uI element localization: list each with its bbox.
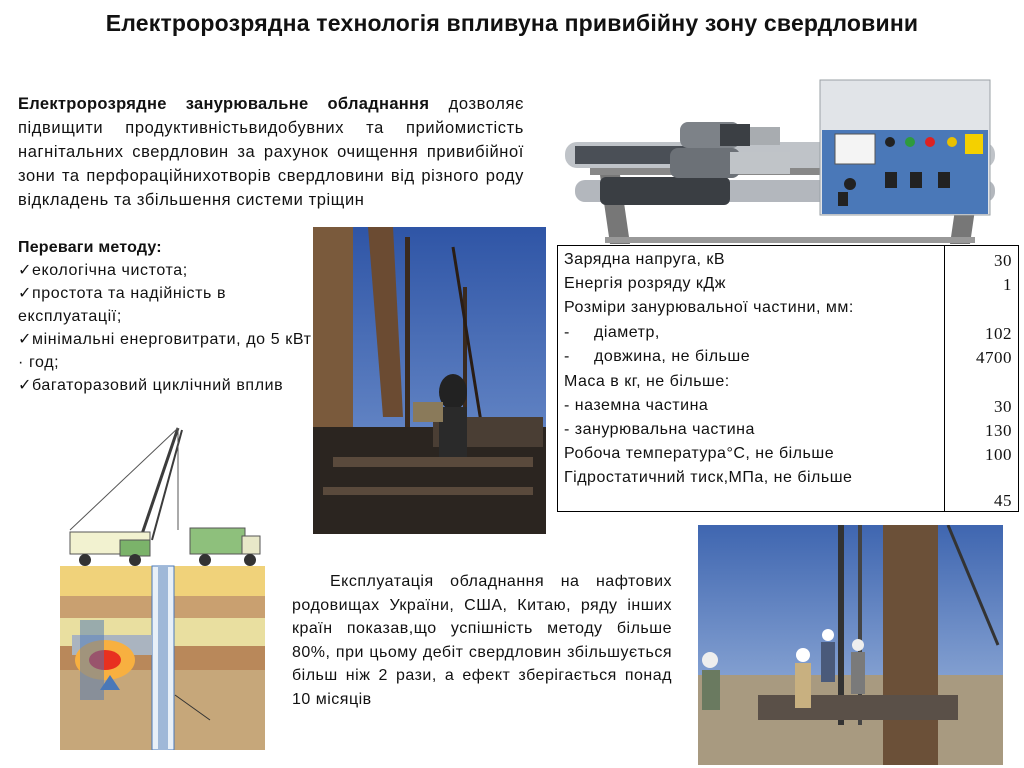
spec-dash: - bbox=[564, 324, 570, 341]
equipment-photo bbox=[560, 72, 1022, 247]
exploitation-paragraph: Експлуатація обладнання на нафтових родовищах України, США, Китаю, ряду інших країн показав,що успішність методу більше 80%, при цьому дебіт свердловин збільшується більш ніж 2 рази, а ефект зберігається понад 10 місяців bbox=[292, 573, 672, 708]
table-row bbox=[558, 322, 1018, 345]
spec-value: 130 bbox=[985, 421, 1012, 440]
table-row bbox=[558, 419, 1018, 442]
spec-label: Зарядна напруга, кВ bbox=[564, 251, 726, 268]
table-row bbox=[558, 371, 1018, 394]
spec-value: 100 bbox=[985, 445, 1012, 464]
advantage-item: ✓багаторазовий циклічний вплив bbox=[18, 377, 284, 394]
spec-label: Робоча температура°С, не більше bbox=[564, 445, 835, 462]
spec-label: - занурювальна частина bbox=[564, 421, 755, 438]
spec-label bbox=[564, 324, 660, 342]
spec-label: - наземна частина bbox=[564, 397, 709, 414]
drilling-rig-photo bbox=[313, 227, 546, 534]
intro-paragraph bbox=[18, 92, 524, 212]
page-title: Електророзрядна технологія впливуна привибійну зону свердловини bbox=[105, 10, 919, 36]
spec-value: 30 bbox=[994, 251, 1012, 270]
intro-bold: Електророзрядне занурювальне обладнання bbox=[18, 95, 430, 113]
spec-label: Маса в кг, не більше: bbox=[564, 373, 730, 390]
spec-label: Гідростатичний тиск,МПа, не більше bbox=[564, 469, 853, 486]
spec-label bbox=[564, 348, 750, 366]
table-row bbox=[558, 249, 1018, 272]
advantages-block bbox=[18, 236, 318, 397]
table-row bbox=[558, 489, 1018, 512]
spec-value: 45 bbox=[994, 491, 1012, 510]
advantage-item: ✓простота та надійність в експлуатації; bbox=[18, 285, 227, 325]
spec-sublabel: довжина, не більше bbox=[594, 348, 751, 365]
spec-value: 30 bbox=[994, 397, 1012, 416]
spec-dash: - bbox=[564, 348, 570, 365]
intro-text: дозволяє підвищити продуктивністьвидобувних та прийомистість нагнітальних свердловин за рахунок очищення привибійної зони та перфораційнихотворів свердловини від різного роду відкладень та збільшення системи тріщин bbox=[18, 95, 524, 209]
spec-value: 102 bbox=[985, 324, 1012, 343]
advantages-heading: Переваги методу: bbox=[18, 239, 162, 256]
table-row bbox=[558, 273, 1018, 296]
spec-label: Енергія розряду кДж bbox=[564, 275, 726, 292]
table-row bbox=[558, 467, 1018, 490]
well-diagram bbox=[60, 420, 265, 750]
table-row bbox=[558, 443, 1018, 466]
oilfield-workers-photo bbox=[698, 525, 1003, 765]
table-row bbox=[558, 297, 1018, 320]
specs-table bbox=[557, 245, 1019, 512]
advantage-item: ✓екологічна чистота; bbox=[18, 262, 188, 279]
spec-sublabel: діаметр, bbox=[594, 324, 660, 341]
spec-value: 4700 bbox=[976, 348, 1012, 367]
table-row bbox=[558, 346, 1018, 369]
table-row bbox=[558, 395, 1018, 418]
spec-value: 1 bbox=[1003, 275, 1012, 294]
spec-label: Розміри занурювальної частини, мм: bbox=[564, 299, 854, 316]
advantage-item: ✓мінімальні енерговитрати, до 5 кВт · год; bbox=[18, 331, 312, 371]
